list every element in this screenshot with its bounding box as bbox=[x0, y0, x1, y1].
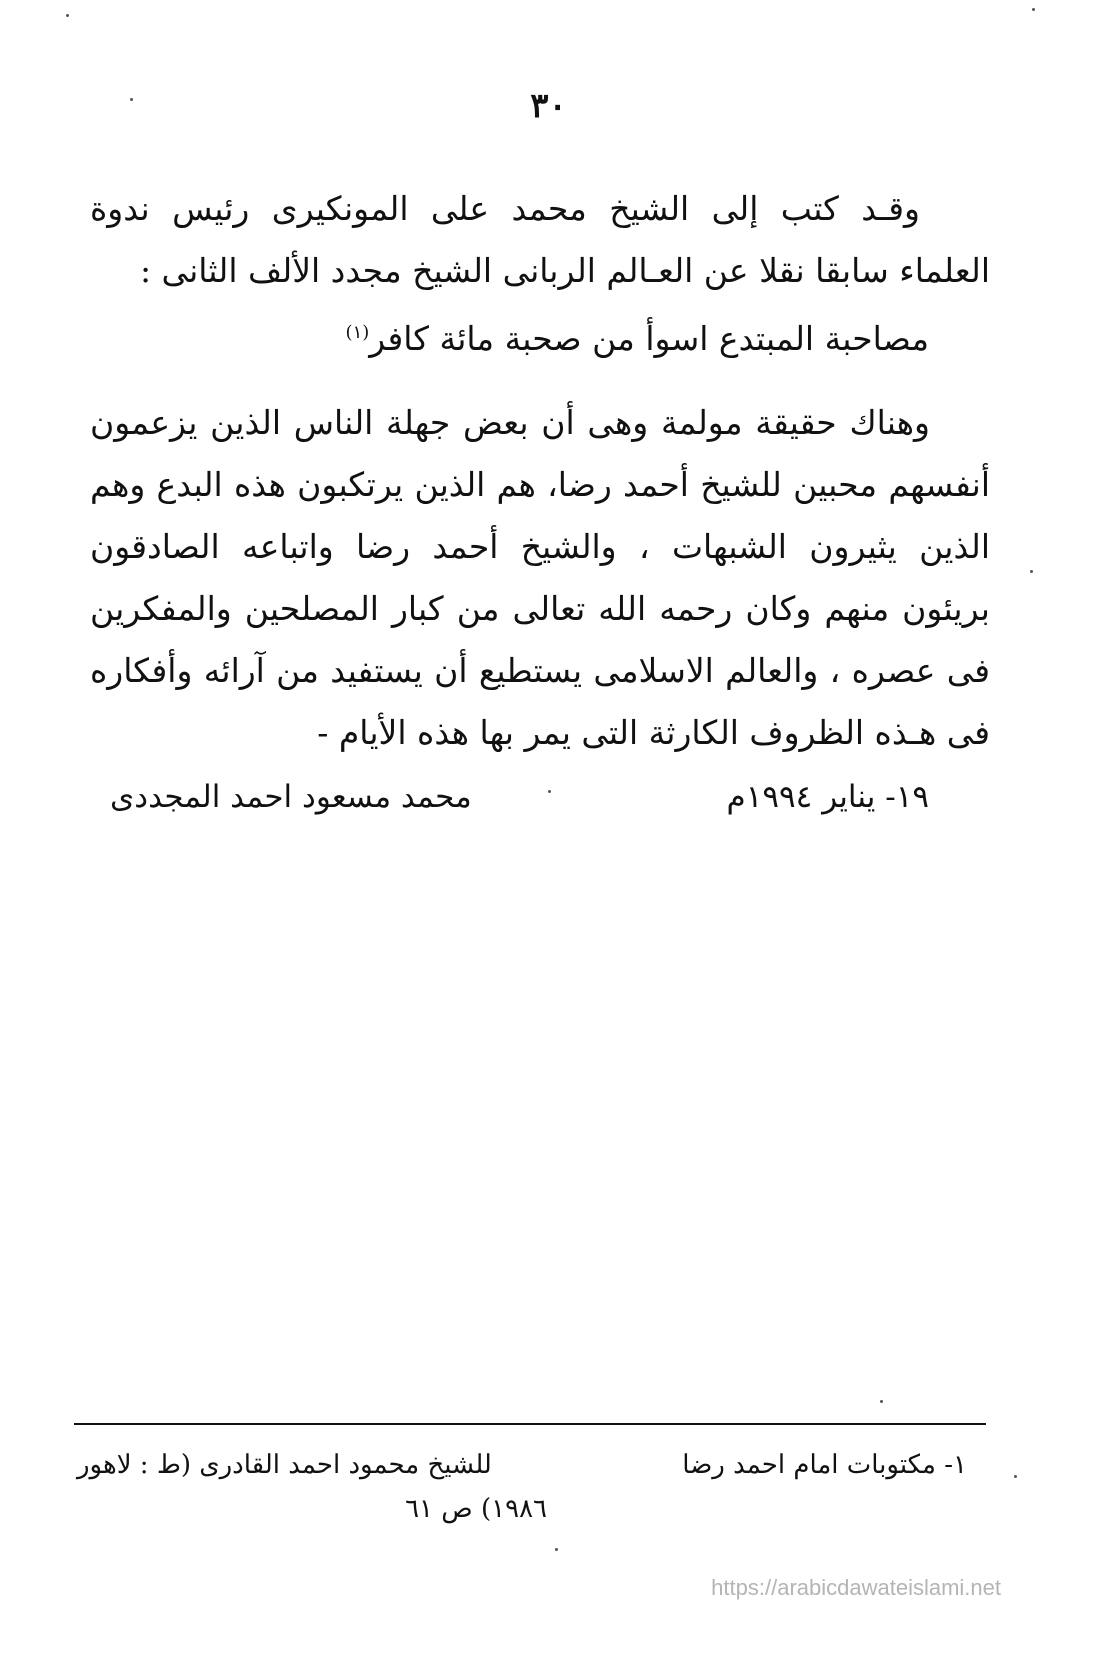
signature-date: ١٩- يناير ١٩٩٤م bbox=[726, 779, 929, 815]
watermark-url: https://arabicdawateislami.net bbox=[711, 1575, 1001, 1600]
scan-speck bbox=[548, 790, 551, 793]
signature-name: محمد مسعود احمد المجددى bbox=[110, 779, 472, 815]
footnote-marker: (١) bbox=[345, 322, 370, 343]
scan-speck bbox=[880, 1400, 883, 1403]
quote-text: مصاحبة المبتدع اسوأ من صحبة مائة كافر bbox=[369, 319, 929, 358]
scan-speck bbox=[555, 1548, 558, 1551]
paragraph-main: وهناك حقيقة مولمة وهى أن بعض جهلة الناس الذين يزعمون أنفسهم محبين للشيخ أحمد رضا، هم الذين يرتكبون هذه البدع وهم الذين يثيرون الشبهات ، والشيخ أحمد رضا واتباعه الصادقون بريئون منهم وكان رحمه الله تعالى من كبار المصلحين والمفكرين فى عصره ، والعالم الاسلامى يستطيع أن يستفيد من آرائه وأفكاره فى هـذه الظروف الكارثة التى يمر بها هذه الأيام - bbox=[90, 403, 990, 752]
quote-line bbox=[346, 308, 929, 364]
footnote-ref-title: ١- مكتوبات امام احمد رضا bbox=[682, 1450, 967, 1480]
scan-speck bbox=[1032, 8, 1035, 11]
footnote-year-page: ١٩٨٦) ص ٦١ bbox=[405, 1494, 547, 1524]
scan-speck bbox=[1014, 1475, 1017, 1478]
footnote-line-1 bbox=[77, 1446, 967, 1490]
scan-speck bbox=[66, 14, 69, 17]
scan-speck bbox=[1030, 570, 1033, 573]
page-number: ٣٠ bbox=[530, 86, 567, 126]
paragraph-intro: وقـد كتب إلى الشيخ محمد على المونكيرى رئيس ندوة العلماء سابقا نقلا عن العـالم الربانى الشيخ مجدد الألف الثانى : bbox=[90, 189, 990, 290]
footnote bbox=[77, 1446, 967, 1530]
footnote-divider bbox=[74, 1423, 986, 1425]
footnote-author-publisher: للشيخ محمود احمد القادرى (ط : لاهور bbox=[77, 1450, 492, 1480]
footnote-line-2 bbox=[77, 1490, 967, 1530]
scan-speck bbox=[130, 98, 133, 101]
